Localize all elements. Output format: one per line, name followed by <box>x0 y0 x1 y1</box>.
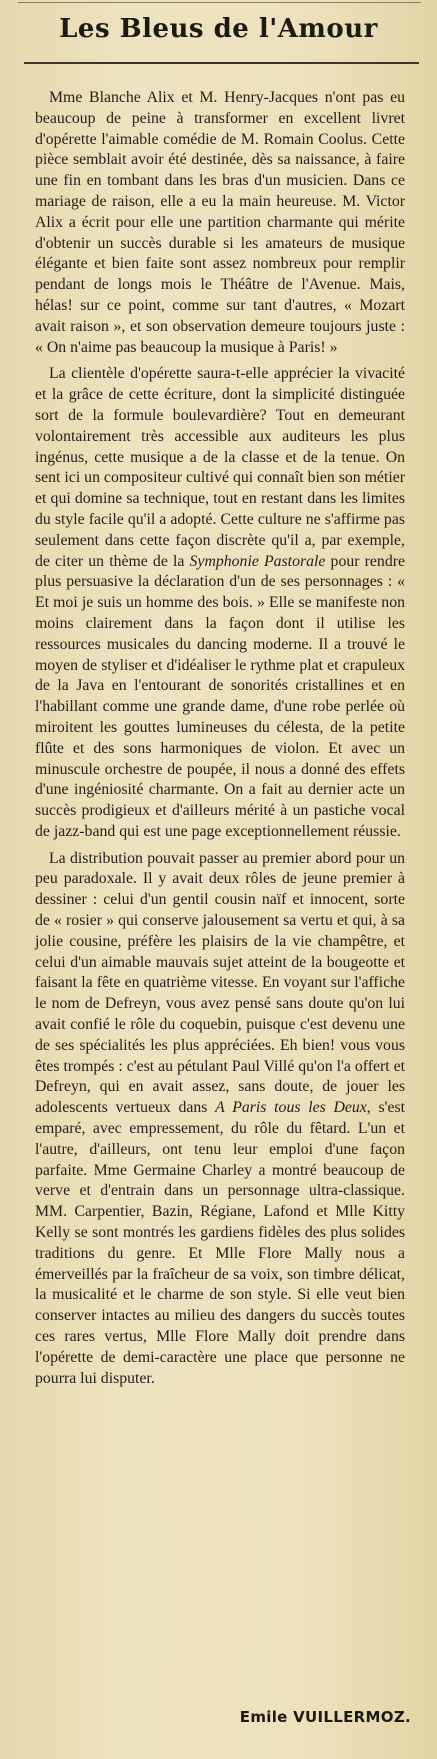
italic-title-run: Symphonie Pastorale <box>189 552 326 570</box>
paragraph-1 <box>35 88 405 358</box>
italic-title-run: A Paris tous les Deux <box>215 1099 367 1117</box>
text-run: , s'est emparé, avec empressement, du rôle du fêtard. L'un et l'autre, d'ailleurs, ont tenu leur emploi d'une façon parfaite. Mme Germaine Charley a montré beaucoup de verve et d'entrain dans un personnage ultra-classique. MM. Carpentier, Bazin, Régiane, Lafond et Mlle Kitty Kelly se sont montrés les gardiens fidèles des plus solides traditions du genre. Et Mlle Flore Mally nous a émerveillés par la fraîcheur de sa voix, son timbre délicat, la musicalité et le charme de son style. Si elle veut bien conserver intactes au milieu des dangers du succès toutes ces rares vertus, Mlle Flore Mally doit prendre dans l'opérette de demi-caractère une place que personne ne pourra lui disputer. <box>35 1099 405 1387</box>
title-rule <box>24 62 419 64</box>
author-signature: Emile VUILLERMOZ. <box>239 1708 411 1726</box>
article-body <box>35 88 405 1395</box>
text-run: pour rendre plus persuasive la déclaration d'un de ses personnages : « Et moi je suis un homme des bois. » Elle se manifeste non moins clairement dans la façon dont il utilise les ressources musicales du dancing moderne. Il a trouvé le moyen de styliser et d'idéaliser le rythme plat et crapuleux de la Java en l'entourant de sonorités cristallines et en l'habillant comme une grande dame, d'une robe perlée où miroitent les gouttes lumineuses du célesta, de la petite flûte et des sons harmoniques de violon. Et avec un minuscule orchestre de poupée, il nous a donné des effets d'une ingéniosité charmante. On a fait au dernier acte un succès prodigieux et d'ailleurs mérité à un pastiche vocal de jazz-band qui est une page exceptionnellement réussie. <box>35 552 405 840</box>
paragraph-3 <box>35 849 405 1390</box>
text-run: Mme Blanche Alix et M. Henry-Jacques n'ont pas eu beaucoup de peine à transformer en excellent livret d'opérette l'aimable comédie de M. Romain Coolus. Cette pièce semblait avoir été destinée, dès sa naissance, à faire une fin en tombant dans les bras d'un musicien. Dans ce mariage de raison, elle a eu la main heureuse. M. Victor Alix a écrit pour elle une partition charmante qui mérite d'obtenir un succès durable si les amateurs de musique élégante et bien faite sont assez nombreux pour remplir pendant de longs mois le Théâtre de l'Avenue. Mais, hélas! sur ce point, comme sur tant d'autres, « Mozart avait raison », et son observation demeure toujours juste : « On n'aime pas beaucoup la musique à Paris! » <box>35 89 405 356</box>
article-title: Les Bleus de l'Amour <box>59 14 378 44</box>
text-run: La distribution pouvait passer au premier abord pour un peu paradoxale. Il y avait deux rôles de jeune premier à dessiner : celui d'un gentil cousin naïf et innocent, sorte de « rosier » qui conserve jalousement sa vertu et qui, à sa jolie cousine, préfère les plaisirs de la vie champêtre, et celui d'un aimable mauvais sujet atteint de la bougeotte et faisant la fête en quatrième vitesse. En voyant sur l'affiche le nom de Defreyn, vous avez pensé sans doute qu'on lui avait confié le rôle du coquebin, puisque c'est devenu une de ses spécialités les plus appréciées. Eh bien! vous vous êtes trompés : c'est au pétulant Paul Villé qu'on l'a offert et Defreyn, qui en avait assez, sans doute, de jouer les adolescents vertueux dans <box>35 849 405 1117</box>
text-run: La clientèle d'opérette saura-t-elle apprécier la vivacité et la grâce de cette écriture, dont la simplicité distinguée sort de la formule boulevardière? Tout en demeurant volontairement très accessible aux auditeurs les plus ingénus, cette musique a de la classe et de la tenue. On sent ici un compositeur cultivé qui connaît bien son métier et qui domine sa technique, tout en restant dans les limites du style facile qu'il a adopté. Cette culture ne s'affirme pas seulement dans cette façon discrète qu'il a, par exemple, de citer un thème de la <box>35 365 405 570</box>
top-rule <box>18 2 421 3</box>
paragraph-2 <box>35 364 405 842</box>
